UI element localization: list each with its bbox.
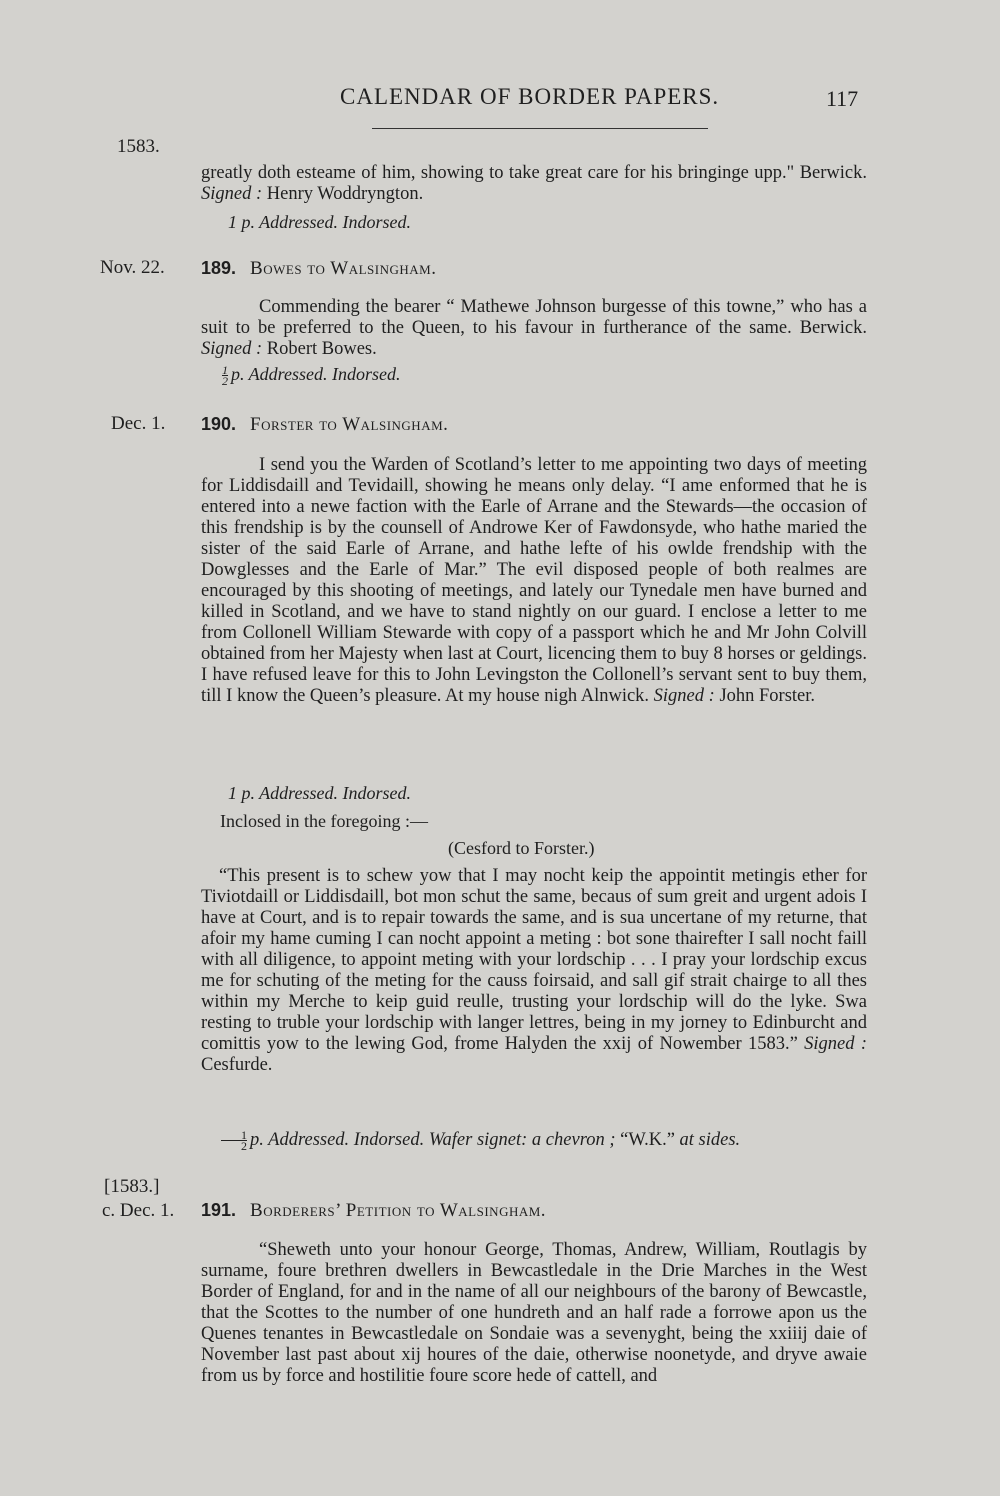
signed-label-quote: Signed : <box>804 1034 868 1054</box>
entry-title-189: Bowes to Walsingham. <box>250 258 437 279</box>
entry-note-190: 1 p. Addressed. Indorsed. <box>228 783 411 803</box>
quote-text: “This present is to schew yow that I may nocht keip the appointit metingis ether for Tiviotdaill or Liddisdaill, bot mon schut the same, becaus of sum greit and urgent adois I have at Court, and is to repair towards the same, and is sua uncertane of my returne, that afoir my hame cuming I can nocht appoint a meting : bot sone thairefter I sall nocht faill with all diligence, to appoint meting with your lordschip . . . I pray your lordschip excus me for schuting of the meting for the causs foirsaid, and sall gif strait chairge to all thes within my Merche to keip guid reulle, trusting your lordschip will do the lyke. Swa resting to truble your lordschip with langer lettres, being in my jorney to Edinburcht and comittis yow to the lewing God, frome Halyden the xxij of Nowember 1583.” <box>201 866 867 1054</box>
signed-name-190: John Forster. <box>719 686 816 706</box>
signed-label-189: Signed : <box>201 339 263 359</box>
continuation-note: 1 p. Addressed. Indorsed. <box>228 212 411 232</box>
margin-year: 1583. <box>117 136 160 157</box>
inclosure-subtitle: (Cesford to Forster.) <box>448 838 595 858</box>
page-title: CALENDAR OF BORDER PAPERS. <box>340 84 720 109</box>
entry-note-189: $\frac{1}{2}$ p. Addressed. Indorsed. <box>222 363 401 389</box>
entry-body-189 <box>201 297 867 360</box>
continuation-paragraph <box>201 163 867 205</box>
entry-year-191: [1583.] <box>104 1176 160 1197</box>
entry-note2-190: $\frac{1}{2}$ p. Addressed. Indorsed. Wafer signet: a chevron ; “W.K.” at sides. <box>201 1130 867 1151</box>
entry-title-191: Borderers’ Petition to Walsingham. <box>250 1200 547 1221</box>
entry-body-191: “Sheweth unto your honour George, Thomas, Andrew, William, Routlagis by surname, foure brethren dwellers in Bewcastledale in the Drie Marches in the West Border of England, for and in the name of all our neighbours of the barony of Bewcastle, that the Scottes to the number of one hundreth and an half rade a forrowe apon us the Quenes tenantes in Bewcastledale on Sondaie was a sevenyght, being the xxiiij daie of November last past about xij houres of the daie, otherwise noonetyde, and dryve awaie from us by force and hostilitie foure score hede of cattell, and <box>201 1240 867 1386</box>
signed-name-189: Robert Bowes. <box>266 339 377 359</box>
signed-name: Henry Woddryngton. <box>266 184 424 204</box>
entry-title-190: Forster to Walsingham. <box>250 414 449 435</box>
entry-date-191: c. Dec. 1. <box>102 1200 175 1221</box>
continuation-text: greatly doth esteame of him, showing to take great care for his bringinge upp." Berwick. <box>201 163 867 183</box>
entry-text-190: I send you the Warden of Scotland’s letter to me appointing two days of meeting for Liddisdaill and Tevidaill, showing he means only delay. “I ame enformed that he is entered into a newe faction with the Earle of Arrane and the Stewards—the occasion of this frendship is by the counsell of Androwe Ker of Fawdonsyde, who hathe maried the sister of the said Earle of Arrane, and hathe lefte of his owlde frendship with the Dowglesses and the Earle of Mar.” The evil disposed people of both realmes are encouraged by this shooting of meetings, and lately our Tynedale men have burned and killed in Scotland, and we have to stand nightly on our guard. I enclose a letter to me from Collonell William Stewarde with copy of a passport which he and Mr John Colvill obtained from her Majesty when last at Court, licencing them to buy 8 horses or geldings. I have refused leave for this to John Levingston the Collonell’s servant sent to buy them, till I know the Queen’s pleasure. At my house nigh Alnwick. <box>201 455 867 706</box>
entry-date-190: Dec. 1. <box>111 413 166 434</box>
fraction-half: $\frac{1}{2}$ <box>222 363 228 389</box>
entry-text-189: Commending the bearer “ Mathewe Johnson burgesse of this towne,” who has a suit to be preferred to the Queen, to his favour in furtherance of the same. Berwick. <box>201 297 867 338</box>
inclosure-label: Inclosed in the foregoing :— <box>220 811 428 831</box>
entry-number-191: 191. <box>201 1200 237 1220</box>
entry-heading-191 <box>201 1200 546 1222</box>
entry-heading-190 <box>201 414 448 436</box>
entry-number-189: 189. <box>201 258 237 278</box>
fraction-half-2: $\frac{1}{2}$ <box>221 1130 247 1151</box>
entry-number-190: 190. <box>201 414 237 434</box>
entry-body-190 <box>201 455 867 707</box>
signed-label-190: Signed : <box>653 686 715 706</box>
signed-label: Signed : <box>201 184 263 204</box>
page-number: 117 <box>826 86 859 111</box>
entry-date-189: Nov. 22. <box>100 257 165 278</box>
running-header <box>0 84 1000 124</box>
header-rule <box>372 128 708 129</box>
entry-heading-189 <box>201 258 436 280</box>
signed-name-quote: Cesfurde. <box>201 1055 273 1075</box>
inclosure-quote <box>201 866 867 1076</box>
